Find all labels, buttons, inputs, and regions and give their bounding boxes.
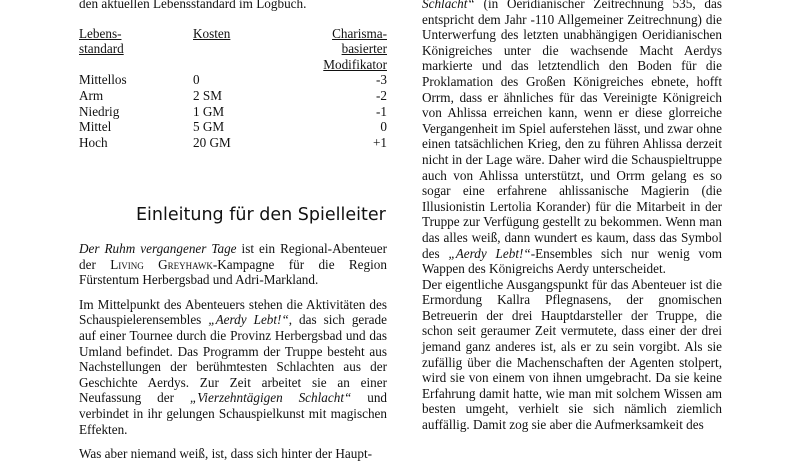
header-kosten xyxy=(193,26,303,73)
table-header-row xyxy=(79,26,387,73)
ensemble-name: „Aerdy Lebt!“ xyxy=(208,312,289,328)
header-line: Lebens- xyxy=(79,25,122,41)
table-row xyxy=(79,88,387,104)
ensemble-name: „Aerdy Lebt!“ xyxy=(448,245,531,261)
header-line: basierter xyxy=(341,41,387,57)
left-column xyxy=(79,0,387,150)
table-row xyxy=(79,104,387,120)
header-lebensstandard xyxy=(79,26,193,73)
cell-standard: Hoch xyxy=(79,134,108,150)
cell-standard: Mittellos xyxy=(79,72,127,88)
cell-modifier: -1 xyxy=(376,103,387,119)
cell-modifier: 0 xyxy=(380,119,387,135)
header-line: standard xyxy=(79,41,124,57)
header-line: Charisma- xyxy=(332,25,387,41)
text-span: -Kampagne für die Region Fürstentum Herbergsbad und Adri-Markland. xyxy=(79,256,387,288)
left-body-text xyxy=(79,241,387,471)
cell-cost: 5 GM xyxy=(193,119,225,135)
table-row xyxy=(79,72,387,88)
cell-standard: Niedrig xyxy=(79,103,120,119)
play-title-end: Schlacht“ xyxy=(422,0,475,11)
table-row xyxy=(79,119,387,135)
header-line: Modifikator xyxy=(323,56,387,72)
cell-cost: 2 SM xyxy=(193,87,222,103)
paragraph-history xyxy=(422,0,722,277)
cell-cost: 0 xyxy=(193,72,200,88)
cell-modifier: -3 xyxy=(376,72,387,88)
cell-standard: Arm xyxy=(79,87,104,103)
cell-standard: Mittel xyxy=(79,119,112,135)
paragraph-intro xyxy=(79,241,387,288)
header-line: Kosten xyxy=(193,25,231,41)
table-row xyxy=(79,135,387,151)
cell-cost: 20 GM xyxy=(193,134,231,150)
text-span: , das sich gerade auf einer Tournee durch die Provinz Herbergsbad und das Umland befindet. Das Programm der Truppe besteht aus Nachstellungen der berühmtesten Schlachten aus der Geschichte Aerdys. Zur Zeit arbeitet sie an einer Neufassung der xyxy=(79,312,387,406)
text-span: (in Oeridianischer Zeitrechnung 535, das entspricht dem Jahr -110 Allgemeiner Zeitrechnung) die Unterwerfung des letzten unabhängigen Oeridianischen Königreiches unter die wachsende Macht Aerdys markierte und das letztendlich den Boden für die Proklamation des Großen Königreiches ebnete, hofft Orrm, dass er ähnliches für das Vereinigte Königreich von Ahlissa erreichen kann, wenn er diese glorreiche Vergangenheit im Spiel auferstehen lässt, und zwar ohne einen tatsächlichen Krieg, den zu führen Ahlissa derzeit nicht in der Lage wäre. Daher wird die Schauspieltruppe auch von Ahlissa unterstützt, und Orrm gelang es so sogar eine erfahrene ahlissanische Magierin (die Illusionistin Lertolia Korander) für die Mitarbeit in der Truppe zur Verfügung gestellt zu bekommen. Wenn man das alles weiß, dann wundert es kaum, dass das Symbol des xyxy=(422,0,722,261)
header-modifikator xyxy=(303,26,387,73)
cell-cost: 1 GM xyxy=(193,103,225,119)
campaign-name: Living Greyhawk xyxy=(110,256,213,272)
adventure-title: Der Ruhm vergangener Tage xyxy=(79,241,237,256)
cell-modifier: +1 xyxy=(372,134,387,150)
right-column xyxy=(422,0,722,433)
section-heading: Einleitung für den Spielleiter xyxy=(136,205,386,225)
cell-modifier: -2 xyxy=(376,87,387,103)
text-span: ist ein Regional-Abenteuer der xyxy=(79,241,387,272)
paragraph-partial: Was aber niemand weiß, ist, dass sich hinter der Haupt- xyxy=(79,446,373,462)
text-span: -Ensembles sich nur wenig vom Wappen des Königreichs Aerdy unterscheidet. xyxy=(422,245,722,277)
left-intro-line: den aktuellen Lebensstandard im Logbuch. xyxy=(79,0,307,11)
text-span: Im Mittelpunkt des Abenteuers stehen die Aktivitäten des Schauspielerensembles xyxy=(79,296,387,328)
paragraph-murder: Der eigentliche Ausgangspunkt für das Abenteuer ist die Ermordung Kallra Pflegnasens, der gnomischen Betreuerin der drei Hauptdarsteller der Truppe, die schon seit geraumer Zeit vermutete, dass einer der drei jemand ganz anderes ist, als er zu sein vorgibt. Als sie zufällig über die Machenschaften der Agenten stolpert, wird sie von einem von ihnen umgebracht. Da sie keine Erfahrung damit hatte, wie man mit solchem Wissen am besten umgeht, verhielt sie sich nämlich ziemlich auffällig. Damit zog sie aber die Aufmerksamkeit des xyxy=(422,276,722,433)
paragraph-ensemble xyxy=(79,297,387,437)
play-title: „Vierzehntägigen Schlacht“ xyxy=(189,390,352,406)
text-span: und verbindet in ihr gelungen Schauspielkunst mit magischen Effekten. xyxy=(79,390,387,437)
lifestyle-table xyxy=(79,26,387,151)
